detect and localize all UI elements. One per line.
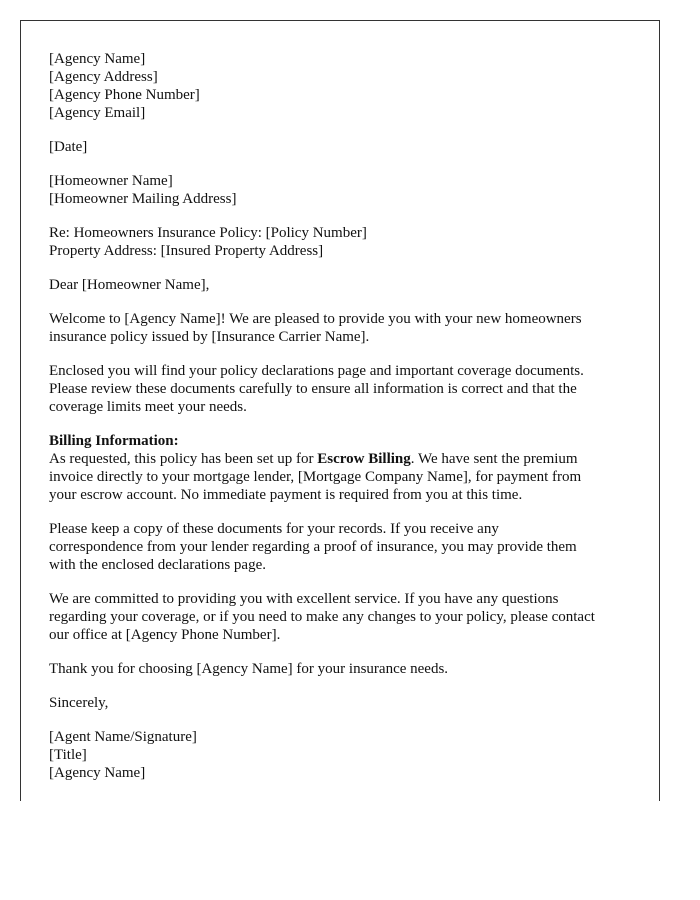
service-line-3: our office at [Agency Phone Number].: [49, 627, 281, 643]
records-line-2: correspondence from your lender regarding a proof of insurance, you may provide them: [49, 539, 577, 555]
salutation: [49, 276, 639, 294]
welcome-paragraph: [49, 310, 639, 346]
enclosed-line-1: Enclosed you will find your policy declarations page and important coverage documents.: [49, 363, 584, 379]
property-reference: Property Address: [Insured Property Address]: [49, 243, 324, 259]
closing: [49, 694, 639, 712]
date-block: [49, 138, 639, 156]
agent-title: [Title]: [49, 747, 87, 763]
agency-address-block: [49, 50, 639, 122]
enclosed-paragraph: [49, 362, 639, 416]
salutation-text: Dear [Homeowner Name],: [49, 277, 210, 293]
billing-line-1-pre: As requested, this policy has been set up for: [49, 451, 318, 467]
billing-line-1: [49, 450, 639, 468]
billing-paragraph: [49, 432, 639, 504]
recipient-name: [Homeowner Name]: [49, 173, 173, 189]
service-line-1: We are committed to providing you with excellent service. If you have any questions: [49, 591, 559, 607]
billing-line-1-post: . We have sent the premium: [410, 451, 578, 467]
billing-heading: Billing Information:: [49, 433, 179, 449]
records-paragraph: [49, 520, 639, 574]
recipient-block: [49, 172, 639, 208]
recipient-address: [Homeowner Mailing Address]: [49, 191, 237, 207]
billing-line-3: your escrow account. No immediate payment is required from you at this time.: [49, 487, 523, 503]
escrow-billing-emphasis: Escrow Billing: [317, 451, 411, 467]
letter-date: [Date]: [49, 139, 88, 155]
records-line-1: Please keep a copy of these documents for your records. If you receive any: [49, 521, 499, 537]
policy-reference: Re: Homeowners Insurance Policy: [Policy Number]: [49, 225, 367, 241]
thanks-text: Thank you for choosing [Agency Name] for your insurance needs.: [49, 661, 449, 677]
service-line-2: regarding your coverage, or if you need to make any changes to your policy, please contact: [49, 609, 595, 625]
reference-block: [49, 224, 639, 260]
enclosed-line-2: Please review these documents carefully to ensure all information is correct and that the: [49, 381, 577, 397]
thanks-paragraph: [49, 660, 639, 678]
agency-name: [Agency Name]: [49, 51, 146, 67]
signature-agency-name: [Agency Name]: [49, 765, 146, 781]
signature-block: [49, 728, 639, 782]
service-paragraph: [49, 590, 639, 644]
billing-line-2: invoice directly to your mortgage lender, [Mortgage Company Name], for payment from: [49, 469, 582, 485]
agency-phone: [Agency Phone Number]: [49, 87, 200, 103]
letter-page: [20, 20, 660, 801]
welcome-line-2: insurance policy issued by [Insurance Carrier Name].: [49, 329, 370, 345]
records-line-3: with the enclosed declarations page.: [49, 557, 267, 573]
enclosed-line-3: coverage limits meet your needs.: [49, 399, 247, 415]
letter-body: [49, 50, 639, 798]
agency-email: [Agency Email]: [49, 105, 146, 121]
closing-text: Sincerely,: [49, 695, 109, 711]
welcome-line-1: Welcome to [Agency Name]! We are pleased to provide you with your new homeowners: [49, 311, 582, 327]
agency-address: [Agency Address]: [49, 69, 158, 85]
agent-signature: [Agent Name/Signature]: [49, 729, 197, 745]
